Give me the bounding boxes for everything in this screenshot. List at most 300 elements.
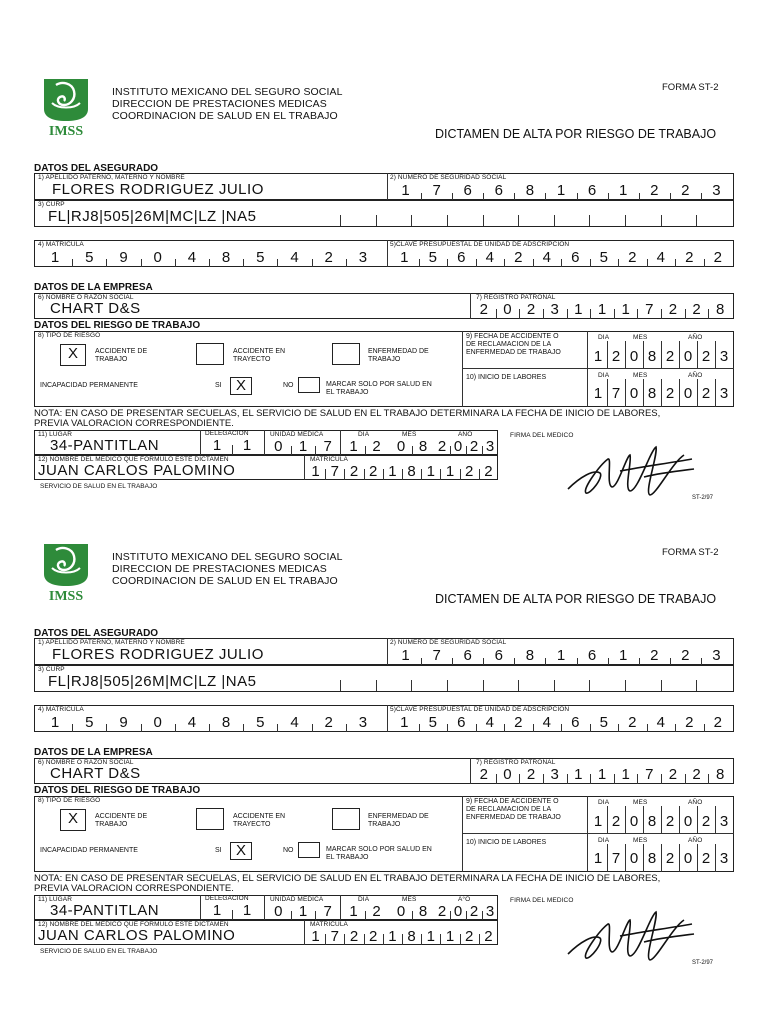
cell-divider [607, 806, 608, 833]
divider [340, 430, 341, 455]
cell-divider [209, 724, 210, 732]
servicio-label: SERVICIO DE SALUD EN EL TRABAJO [40, 483, 158, 490]
cell-divider [106, 724, 107, 732]
digit-cell: 4 [187, 714, 197, 731]
digit-cell: 4 [542, 249, 551, 266]
nss-label: 2) NUMERO DE SEGURIDAD SOCIAL [390, 639, 507, 646]
section-asegurado-title: DATOS DEL ASEGURADO [34, 163, 159, 174]
cell-divider [543, 309, 544, 319]
opt3-label-line: ENFERMEDAD DE [368, 348, 429, 355]
digit-cell: 0 [683, 813, 693, 830]
form-title: DICTAMEN DE ALTA POR RIESGO DE TRABAJO [435, 127, 717, 141]
cell-divider [607, 379, 608, 407]
cell-divider [675, 724, 676, 732]
asegurado-name-value: FLORES RODRIGUEZ JULIO [52, 181, 264, 198]
digit-cell: 1 [593, 348, 603, 365]
digit-cell: 0 [453, 438, 463, 455]
digit-cell: 6 [571, 714, 580, 731]
cell-divider [383, 934, 384, 945]
cell-divider [608, 658, 609, 665]
form-copy [0, 534, 768, 1002]
cell-divider [614, 309, 615, 319]
unidad-medica-label: UNIDAD MEDICA [270, 896, 324, 903]
divider [387, 705, 388, 732]
dia-label: DIA [598, 372, 610, 379]
cell-divider [643, 844, 644, 872]
digit-cell: 2 [484, 928, 493, 945]
fecha-label-line: DE RECLAMACION DE LA [466, 341, 552, 348]
cell-divider [421, 658, 422, 665]
digit-cell: 2 [665, 813, 675, 830]
digit-cell: 3 [712, 647, 721, 664]
digit-cell: 7 [323, 903, 332, 920]
cell-divider [175, 724, 176, 732]
digit-cell: 1 [242, 437, 252, 454]
cell-divider [675, 259, 676, 267]
doctor-signature [560, 437, 700, 507]
anio-label: AÑO [688, 334, 703, 341]
digit-cell: 6 [463, 182, 472, 199]
name-label: 1) APELLIDO PATERNO, MATERNO Y NOMBRE [38, 174, 185, 181]
incapacidad-no-checkbox[interactable] [298, 377, 320, 393]
anio-label: AÑO [688, 372, 703, 379]
cell-divider [209, 259, 210, 267]
enfermedad-trabajo-checkbox[interactable] [332, 343, 360, 365]
nota-text [34, 874, 734, 894]
digit-cell: 2 [665, 348, 675, 365]
unidad-medica-label: UNIDAD MEDICA [270, 431, 324, 438]
cell-divider [670, 193, 671, 200]
digit-cell: 0 [629, 385, 639, 402]
digit-cell: 8 [647, 348, 657, 365]
cell-divider [175, 259, 176, 267]
cell-divider [466, 911, 467, 920]
cell-divider [637, 774, 638, 784]
cell-divider [696, 680, 697, 691]
cell-divider [625, 341, 626, 368]
digit-cell: 3 [550, 766, 559, 783]
cell-divider [661, 379, 662, 407]
nss-label: 2) NUMERO DE SEGURIDAD SOCIAL [390, 174, 507, 181]
digit-cell: 3 [358, 714, 368, 731]
divider [200, 895, 201, 920]
cell-divider [643, 806, 644, 833]
institute-name [112, 86, 343, 122]
digit-cell: 0 [153, 714, 162, 731]
digit-cell: 2 [713, 714, 722, 731]
cell-divider [325, 469, 326, 480]
cell-divider [291, 911, 292, 920]
section-empresa-title: DATOS DE LA EMPRESA [34, 747, 153, 758]
cell-divider [483, 215, 484, 226]
digit-cell: 1 [618, 647, 628, 664]
digit-cell: 2 [685, 249, 694, 266]
tipo-riesgo-label: 8) TIPO DE RIESGO [38, 797, 101, 804]
cell-divider [554, 215, 555, 226]
cell-divider [625, 844, 626, 872]
digit-cell: 2 [668, 301, 678, 318]
cell-divider [590, 774, 591, 784]
cell-divider [346, 259, 347, 267]
cell-divider [483, 193, 484, 200]
cell-divider [577, 193, 578, 200]
accidente-trayecto-checkbox[interactable] [196, 808, 224, 830]
digit-cell: 2 [437, 438, 447, 455]
cell-divider [383, 469, 384, 480]
digit-cell: 3 [719, 348, 729, 365]
digit-cell: 7 [323, 438, 332, 455]
incapacidad-si-checkbox[interactable]: X [230, 842, 252, 860]
digit-cell: 8 [418, 903, 428, 920]
digit-cell: 0 [453, 903, 463, 920]
digit-cell: 8 [716, 301, 725, 318]
cell-divider [466, 446, 467, 455]
digit-cell: 1 [597, 301, 607, 318]
digit-cell: 2 [713, 249, 722, 266]
accidente-trayecto-checkbox[interactable] [196, 343, 224, 365]
cell-divider [447, 215, 448, 226]
digit-cell: 2 [324, 714, 333, 731]
digit-cell: 7 [611, 850, 621, 867]
cell-divider [561, 724, 562, 732]
enfermedad-trabajo-checkbox[interactable] [332, 808, 360, 830]
cell-divider [440, 934, 441, 945]
digit-cell: 2 [681, 182, 690, 199]
marcar-note [326, 381, 432, 397]
digit-cell: 2 [484, 463, 493, 480]
digit-cell: 8 [525, 647, 535, 664]
dia-label: DIA [598, 837, 610, 844]
divider [587, 796, 588, 872]
digit-cell: 5 [428, 249, 437, 266]
digit-cell: 5 [599, 714, 608, 731]
cell-divider [533, 259, 534, 267]
nota-line-1: NOTA: EN CASO DE PRESENTAR SECUELAS, EL SERVICIO DE SALUD EN EL TRABAJO DETERMINARA LA FECHA DE INICIO DE LABORES, [34, 408, 661, 419]
digit-cell: 2 [369, 928, 378, 945]
digit-cell: 1 [388, 928, 397, 945]
divider [387, 173, 388, 200]
divider [264, 430, 265, 455]
divider [470, 293, 471, 319]
digit-cell: 1 [593, 850, 603, 867]
form-copy [0, 69, 768, 537]
cell-divider [519, 309, 520, 319]
medico-label: 12) NOMBRE DEL MEDICO QUE FORMULO ESTE DICTAMEN [38, 456, 229, 463]
cell-divider [476, 724, 477, 732]
fecha-label-line: 9) FECHA DE ACCIDENTE O [466, 333, 559, 340]
medico-value: JUAN CARLOS PALOMINO [38, 927, 236, 944]
digit-cell: 2 [479, 766, 488, 783]
digit-cell: 7 [645, 301, 654, 318]
digit-cell: 1 [311, 928, 320, 945]
digit-cell: 5 [599, 249, 608, 266]
digit-cell: 1 [401, 647, 410, 664]
si-label: SI [215, 382, 222, 389]
digit-cell: 8 [647, 385, 657, 402]
cell-divider [411, 680, 412, 691]
incapacidad-no-checkbox[interactable] [298, 842, 320, 858]
digit-cell: 2 [526, 766, 536, 783]
fecha-mes-label: MES [402, 896, 417, 903]
cell-divider [447, 680, 448, 691]
cell-divider [567, 309, 568, 319]
divider [340, 895, 341, 920]
incapacidad-si-checkbox[interactable]: X [230, 377, 252, 395]
cell-divider [670, 658, 671, 665]
digit-cell: 4 [656, 714, 665, 731]
delegacion-label: DELEGACION [205, 430, 249, 437]
digit-cell: 8 [647, 850, 657, 867]
cell-divider [291, 446, 292, 455]
digit-cell: 8 [221, 249, 231, 266]
divider [462, 331, 463, 407]
curp-value: FL|RJ8|505|26M|MC|LZ |NA5 [48, 208, 257, 225]
cell-divider [715, 379, 716, 407]
cell-divider [625, 215, 626, 226]
cell-divider [696, 215, 697, 226]
digit-cell: 2 [681, 647, 690, 664]
digit-cell: 7 [330, 928, 339, 945]
cell-divider [685, 309, 686, 319]
enfermedad-trabajo-label [368, 813, 429, 829]
cell-divider [679, 806, 680, 833]
cell-divider [72, 259, 73, 267]
digit-cell: 2 [479, 301, 488, 318]
cell-divider [452, 193, 453, 200]
empresa-name-value: CHART D&S [50, 300, 141, 317]
fecha-label-line: ENFERMEDAD DE TRABAJO [466, 814, 561, 821]
mes-label: MES [633, 334, 648, 341]
cell-divider [483, 680, 484, 691]
cell-divider [679, 341, 680, 368]
medico-label: 12) NOMBRE DEL MEDICO QUE FORMULO ESTE DICTAMEN [38, 921, 229, 928]
cell-divider [419, 259, 420, 267]
cell-divider [661, 774, 662, 784]
cell-divider [419, 724, 420, 732]
cell-divider [479, 934, 480, 945]
nota-line-1: NOTA: EN CASO DE PRESENTAR SECUELAS, EL SERVICIO DE SALUD EN EL TRABAJO DETERMINARA LA FECHA DE INICIO DE LABORES, [34, 873, 661, 884]
digit-cell: 4 [187, 249, 197, 266]
cell-divider [589, 680, 590, 691]
marcar-line: MARCAR SOLO POR SALUD EN [326, 381, 432, 388]
cell-divider [519, 774, 520, 784]
digit-cell: 0 [629, 850, 639, 867]
digit-cell: 1 [349, 903, 358, 920]
lugar-label: 11) LUGAR [38, 431, 73, 438]
anio-label: AÑO [688, 799, 703, 806]
cell-divider [277, 724, 278, 732]
digit-cell: 0 [396, 438, 406, 455]
divider [387, 240, 388, 267]
digit-cell: 7 [432, 182, 441, 199]
cell-divider [661, 680, 662, 691]
accidente-trabajo-checkbox[interactable]: X [60, 809, 86, 831]
cell-divider [618, 259, 619, 267]
digit-cell: 1 [298, 903, 308, 920]
digit-cell: 2 [701, 850, 711, 867]
cell-divider [452, 658, 453, 665]
cell-divider [614, 774, 615, 784]
cell-divider [589, 215, 590, 226]
cell-divider [340, 215, 341, 226]
institute-line-1: INSTITUTO MEXICANO DEL SEGURO SOCIAL [112, 86, 343, 98]
cell-divider [421, 469, 422, 480]
form-title: DICTAMEN DE ALTA POR RIESGO DE TRABAJO [435, 592, 717, 606]
cell-divider [232, 910, 233, 920]
section-asegurado-title: DATOS DEL ASEGURADO [34, 628, 159, 639]
mes-label: MES [633, 799, 648, 806]
medico-matricula-label: MATRICULA [310, 921, 348, 928]
empresa-name-label: 6) NOMBRE O RAZON SOCIAL [38, 294, 134, 301]
digit-cell: 1 [445, 928, 455, 945]
cell-divider [106, 259, 107, 267]
cell-divider [685, 774, 686, 784]
digit-cell: 2 [650, 182, 659, 199]
accidente-trabajo-checkbox[interactable]: X [60, 344, 86, 366]
registro-label: 7) REGISTRO PATRONAL [476, 294, 556, 301]
cell-divider [618, 724, 619, 732]
fecha-label-line: ENFERMEDAD DE TRABAJO [466, 349, 561, 356]
divider [200, 430, 201, 455]
digit-cell: 9 [119, 714, 128, 731]
clave-label: 5)CLAVE PRESUPUESTAL DE UNIDAD DE ADSCRIPCION [390, 241, 570, 248]
digit-cell: 0 [153, 249, 162, 266]
asegurado-name-value: FLORES RODRIGUEZ JULIO [52, 646, 264, 663]
digit-cell: 1 [400, 249, 409, 266]
cell-divider [364, 934, 365, 945]
cell-divider [476, 259, 477, 267]
opt2-label-line: TRAYECTO [233, 821, 271, 828]
digit-cell: 1 [621, 301, 630, 318]
opt2-label-line: ACCIDENTE EN [233, 813, 286, 820]
servicio-label: SERVICIO DE SALUD EN EL TRABAJO [40, 948, 158, 955]
digit-cell: 1 [212, 437, 222, 454]
empresa-name-value: CHART D&S [50, 765, 141, 782]
delegacion-label: DELEGACION [205, 895, 249, 902]
cell-divider [639, 658, 640, 665]
digit-cell: 0 [274, 903, 283, 920]
digit-cell: 5 [428, 714, 437, 731]
doctor-signature [560, 902, 700, 972]
cell-divider [346, 724, 347, 732]
nota-line-2: PREVIA VALORACION CORRESPONDIENTE. [34, 418, 234, 429]
digit-cell: 4 [290, 249, 299, 266]
cell-divider [608, 193, 609, 200]
digit-cell: 7 [432, 647, 441, 664]
cell-divider [661, 341, 662, 368]
cell-divider [704, 259, 705, 267]
cell-divider [697, 844, 698, 872]
digit-cell: 2 [526, 301, 536, 318]
digit-cell: 1 [445, 463, 455, 480]
opt1-label-line: ACCIDENTE DE [95, 813, 148, 820]
digit-cell: 2 [668, 766, 678, 783]
digit-cell: 3 [719, 850, 729, 867]
digit-cell: 2 [465, 928, 474, 945]
digit-cell: 4 [290, 714, 299, 731]
cell-divider [561, 259, 562, 267]
lugar-value: 34-PANTITLAN [50, 437, 160, 454]
si-label: SI [215, 847, 222, 854]
cell-divider [411, 215, 412, 226]
digit-cell: 6 [463, 647, 472, 664]
cell-divider [518, 215, 519, 226]
cell-divider [364, 469, 365, 480]
digit-cell: 0 [503, 301, 512, 318]
digit-cell: 5 [256, 249, 265, 266]
digit-cell: 8 [418, 438, 428, 455]
fecha-dia-label: DIA [358, 896, 370, 903]
cell-divider [447, 724, 448, 732]
institute-line-2: DIRECCION DE PRESTACIONES MEDICAS [112, 563, 327, 575]
cell-divider [402, 934, 403, 945]
digit-cell: 1 [311, 463, 320, 480]
cell-divider [577, 658, 578, 665]
opt3-label-line: TRABAJO [368, 821, 401, 828]
anio-label: AÑO [688, 837, 703, 844]
cell-divider [141, 724, 142, 732]
institute-name [112, 551, 343, 587]
cell-divider [543, 774, 544, 784]
cell-divider [639, 193, 640, 200]
digit-cell: 0 [683, 348, 693, 365]
digit-cell: 4 [542, 714, 551, 731]
digit-cell: 2 [692, 301, 701, 318]
opt3-label-line: ENFERMEDAD DE [368, 813, 429, 820]
digit-cell: 5 [85, 249, 94, 266]
nota-text [34, 409, 734, 429]
digit-cell: 4 [656, 249, 665, 266]
digit-cell: 3 [485, 438, 495, 455]
cell-divider [701, 193, 702, 200]
fecha-label-line: 9) FECHA DE ACCIDENTE O [466, 798, 559, 805]
digit-cell: 2 [369, 463, 378, 480]
digit-cell: 0 [683, 385, 693, 402]
fecha-label-line: DE RECLAMACION DE LA [466, 806, 552, 813]
cell-divider [344, 469, 345, 480]
inicio-labores-label: 10) INICIO DE LABORES [466, 374, 547, 381]
lugar-value: 34-PANTITLAN [50, 902, 160, 919]
institute-line-3: COORDINACION DE SALUD EN EL TRABAJO [112, 110, 338, 122]
cell-divider [483, 658, 484, 665]
digit-cell: 8 [407, 463, 416, 480]
cell-divider [567, 774, 568, 784]
cell-divider [708, 309, 709, 319]
cell-divider [440, 469, 441, 480]
digit-cell: 2 [349, 928, 359, 945]
opt2-label-line: TRAYECTO [233, 356, 271, 363]
cell-divider [232, 445, 233, 455]
medico-matricula-label: MATRICULA [310, 456, 348, 463]
digit-cell: 1 [50, 714, 60, 731]
cell-divider [697, 379, 698, 407]
digit-cell: 1 [50, 249, 60, 266]
cell-divider [607, 341, 608, 368]
digit-cell: 2 [324, 249, 333, 266]
cell-divider [545, 658, 546, 665]
digit-cell: 1 [400, 714, 409, 731]
digit-cell: 2 [685, 714, 694, 731]
cell-divider [450, 911, 451, 920]
cell-divider [421, 193, 422, 200]
imss-logo-icon [38, 75, 94, 139]
digit-cell: 9 [119, 249, 128, 266]
digit-cell: 1 [574, 301, 583, 318]
cell-divider [518, 680, 519, 691]
cell-divider [545, 193, 546, 200]
digit-cell: 0 [396, 903, 406, 920]
accidente-trayecto-label [233, 813, 285, 829]
